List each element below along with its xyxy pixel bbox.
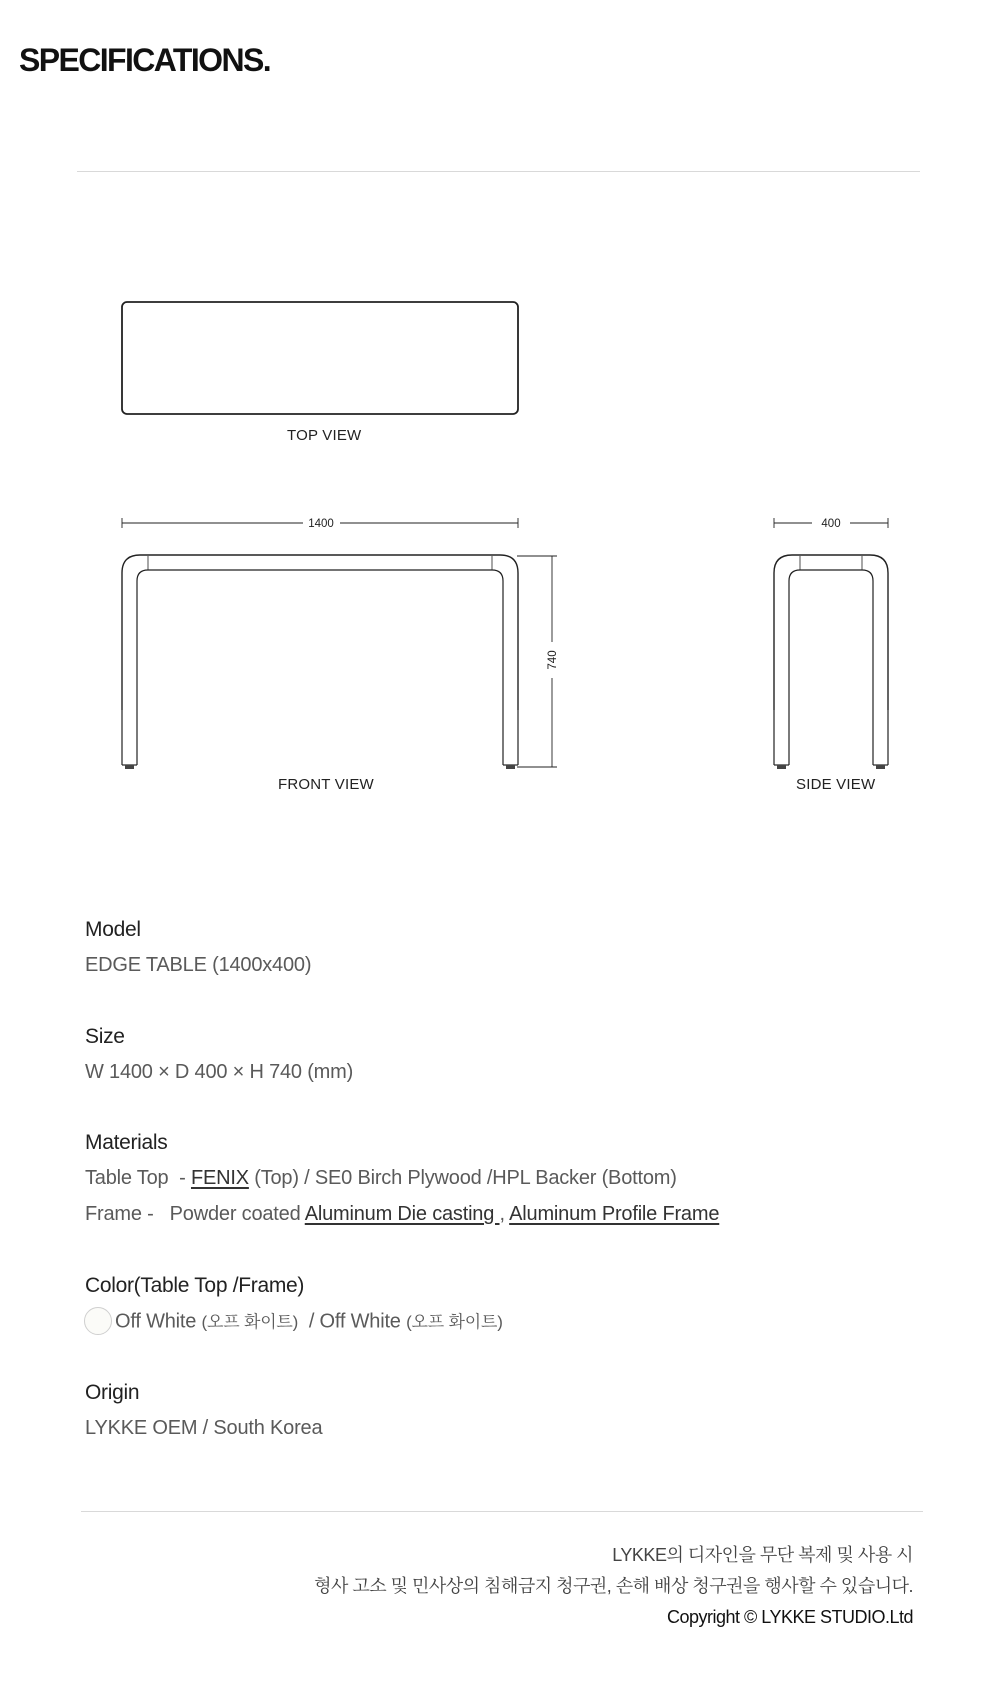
spec-size-value: W 1400 × D 400 × H 740 (mm)	[85, 1061, 354, 1083]
fenix-link[interactable]: FENIX	[190, 1167, 249, 1189]
materials-top-prefix: Table Top -	[85, 1167, 191, 1189]
front-view-label: FRONT VIEW	[278, 776, 374, 793]
bottom-divider	[81, 1511, 923, 1512]
spec-color	[85, 1273, 905, 1336]
technical-drawing	[0, 0, 1000, 820]
dimension-depth-text: 400	[821, 518, 841, 530]
spec-materials-label: Materials	[85, 1131, 168, 1154]
spec-size-label: Size	[85, 1025, 125, 1048]
spec-origin-label: Origin	[85, 1381, 140, 1404]
dimension-height-text: 740	[547, 650, 559, 670]
side-view-table	[774, 555, 888, 769]
top-view-outline	[122, 302, 518, 414]
color-value-frame: Off White	[319, 1310, 407, 1333]
color-swatch[interactable]	[84, 1307, 112, 1335]
footer-line-1: LYKKE의 디자인을 무단 복제 및 사용 시	[612, 1545, 913, 1565]
spec-model-label: Model	[85, 918, 141, 941]
color-value-top: Off White	[115, 1310, 202, 1333]
materials-frame-separator: ,	[499, 1203, 510, 1225]
materials-top-suffix: (Top) / SE0 Birch Plywood /HPL Backer (Bottom)	[248, 1167, 677, 1189]
spec-model-value: EDGE TABLE (1400x400)	[85, 954, 312, 976]
color-value-top-kr: (오프 화이트)	[201, 1312, 299, 1332]
materials-frame-prefix: Frame - Powder coated	[85, 1203, 305, 1225]
aluminum-profile-frame-link[interactable]: Aluminum Profile Frame	[509, 1203, 720, 1225]
dimension-width-text: 1400	[308, 518, 334, 530]
aluminum-die-casting-link[interactable]: Aluminum Die casting	[304, 1203, 500, 1225]
page-title: SPECIFICATIONS.	[19, 42, 270, 78]
spec-model	[85, 917, 905, 978]
spec-color-label: Color(Table Top /Frame)	[85, 1274, 305, 1297]
color-value-frame-kr: (오프 화이트)	[406, 1312, 503, 1332]
spec-size	[85, 1024, 905, 1085]
spec-origin-value: LYKKE OEM / South Korea	[85, 1417, 323, 1439]
spec-materials-line-top	[85, 1165, 905, 1191]
color-separator: /	[298, 1310, 320, 1333]
spec-materials	[85, 1130, 905, 1227]
footer-copyright: Copyright © LYKKE STUDIO.Ltd	[666, 1607, 913, 1627]
footer-line-2: 형사 고소 및 민사상의 침해금지 청구권, 손해 배상 청구권을 행사할 수 있습니다.	[314, 1576, 913, 1596]
side-view-label: SIDE VIEW	[796, 776, 876, 793]
spec-origin	[85, 1380, 905, 1441]
front-view-table	[122, 555, 518, 769]
spec-materials-line-frame	[85, 1201, 905, 1227]
top-view-label: TOP VIEW	[287, 427, 362, 444]
footer-notice	[314, 1540, 913, 1633]
spec-color-value	[84, 1308, 905, 1336]
